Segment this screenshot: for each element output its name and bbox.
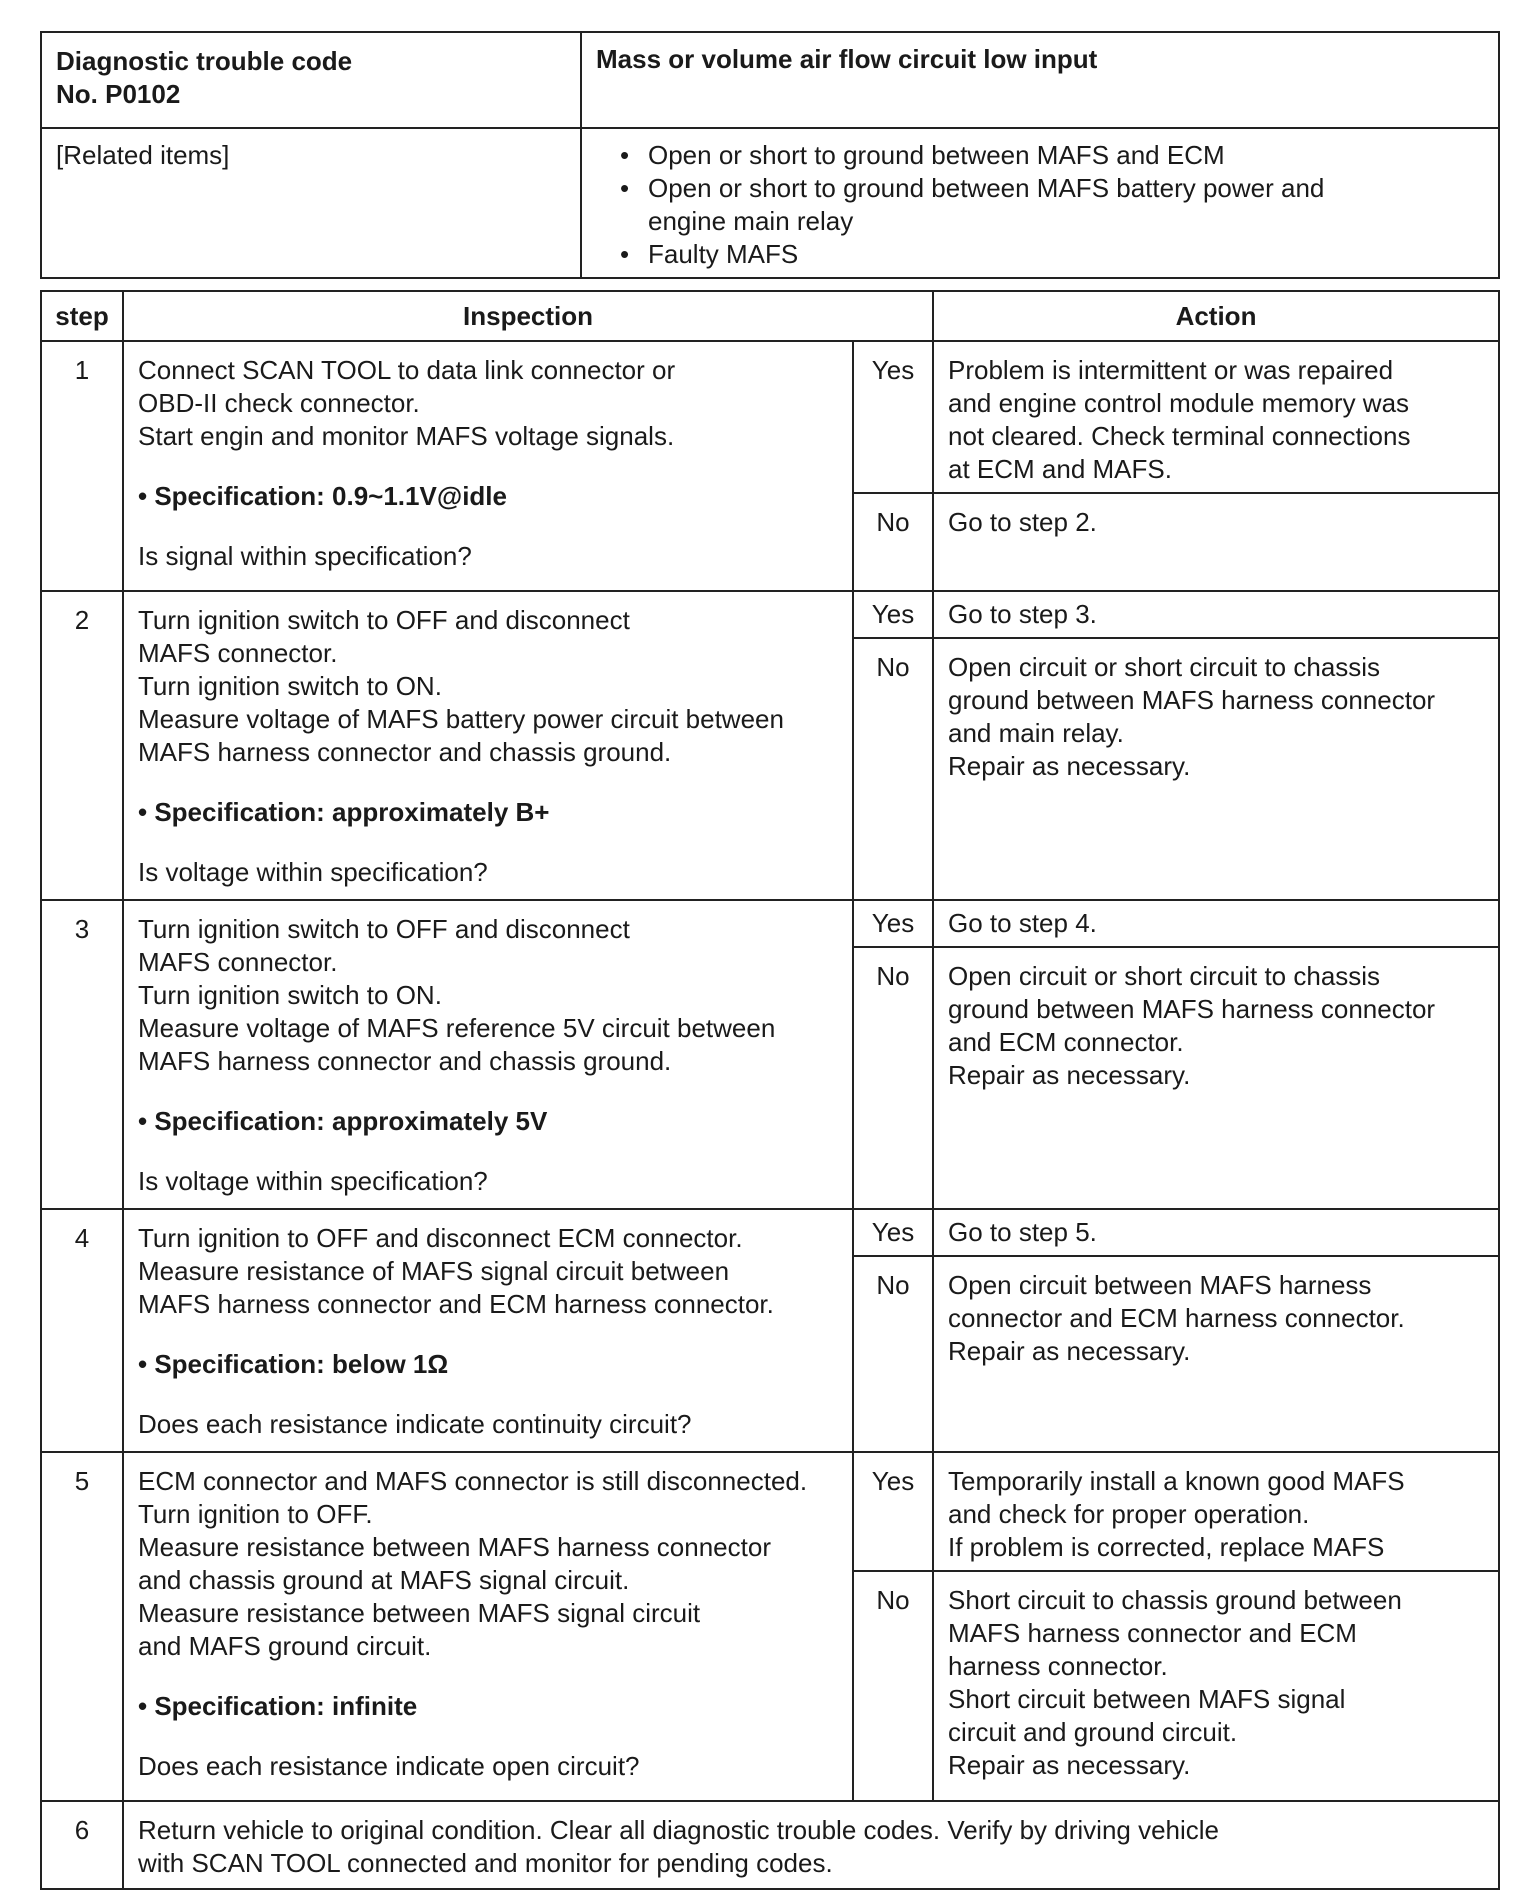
col-header-inspection: Inspection: [123, 291, 933, 341]
specification: • Specification: approximately B+: [138, 797, 550, 827]
step-number: 1: [41, 341, 123, 591]
action-line: Problem is intermittent or was repaired: [948, 355, 1394, 385]
inspection-line: ECM connector and MAFS connector is still disconnected.: [138, 1466, 808, 1496]
instruction-line: Return vehicle to original condition. Clear all diagnostic trouble codes. Verify by driving vehicle: [138, 1815, 1220, 1845]
action-line: Open circuit or short circuit to chassis: [948, 652, 1381, 682]
specification: • Specification: 0.9~1.1V@idle: [138, 481, 507, 511]
related-items-list: [616, 139, 1484, 271]
inspection-line: MAFS harness connector and ECM harness connector.: [138, 1289, 774, 1319]
inspection-line: Turn ignition switch to OFF and disconnect: [138, 605, 630, 635]
inspection-line: Measure resistance between MAFS harness connector: [138, 1532, 771, 1562]
step-6-instructions: [123, 1801, 1499, 1889]
no-action: [933, 947, 1499, 1209]
inspection-question: Does each resistance indicate continuity circuit?: [138, 1409, 692, 1439]
inspection-line: Measure resistance between MAFS signal circuit: [138, 1598, 701, 1628]
yes-label: Yes: [853, 1209, 933, 1256]
action-line: and ECM connector.: [948, 1027, 1184, 1057]
inspection-question: Is voltage within specification?: [138, 857, 488, 887]
step-inspection: [123, 1452, 853, 1801]
related-item: • Open or short to ground between MAFS and ECM: [616, 139, 1484, 172]
step-inspection: [123, 1209, 853, 1452]
yes-label: Yes: [853, 591, 933, 638]
action-line: If problem is corrected, replace MAFS: [948, 1532, 1385, 1562]
related-item: • Faulty MAFS: [616, 238, 1484, 271]
action-line: connector and ECM harness connector.: [948, 1303, 1405, 1333]
no-action: [933, 1571, 1499, 1801]
step-number: 5: [41, 1452, 123, 1801]
inspection-line: and chassis ground at MAFS signal circuit.: [138, 1565, 630, 1595]
dtc-title: Mass or volume air flow circuit low input: [581, 32, 1499, 128]
action-line: MAFS harness connector and ECM: [948, 1618, 1357, 1648]
no-action: [933, 493, 1499, 591]
inspection-question: Does each resistance indicate open circuit?: [138, 1751, 640, 1781]
yes-label: Yes: [853, 900, 933, 947]
step-number: 3: [41, 900, 123, 1209]
inspection-line: Turn ignition switch to ON.: [138, 671, 442, 701]
yes-label: Yes: [853, 341, 933, 493]
action-line: harness connector.: [948, 1651, 1168, 1681]
yes-action: [933, 1209, 1499, 1256]
no-label: No: [853, 638, 933, 900]
action-line: ground between MAFS harness connector: [948, 685, 1436, 715]
action-line: Open circuit or short circuit to chassis: [948, 961, 1381, 991]
no-label: No: [853, 947, 933, 1209]
dtc-code-label: Diagnostic trouble code: [56, 46, 353, 76]
step-number: 4: [41, 1209, 123, 1452]
inspection-line: MAFS connector.: [138, 947, 338, 977]
action-line: Repair as necessary.: [948, 751, 1191, 781]
no-label: No: [853, 493, 933, 591]
action-line: and engine control module memory was: [948, 388, 1410, 418]
inspection-line: Turn ignition switch to ON.: [138, 980, 442, 1010]
inspection-line: MAFS harness connector and chassis ground.: [138, 1046, 672, 1076]
step-inspection: [123, 900, 853, 1209]
yes-action: [933, 591, 1499, 638]
yes-label: Yes: [853, 1452, 933, 1571]
inspection-line: Turn ignition to OFF.: [138, 1499, 373, 1529]
action-line: Short circuit to chassis ground between: [948, 1585, 1402, 1615]
inspection-line: Start engin and monitor MAFS voltage signals.: [138, 421, 675, 451]
yes-action: [933, 341, 1499, 493]
col-header-step: step: [41, 291, 123, 341]
no-action: [933, 638, 1499, 900]
action-line: Go to step 5.: [948, 1217, 1097, 1247]
inspection-line: Measure resistance of MAFS signal circuit between: [138, 1256, 730, 1286]
inspection-line: Measure voltage of MAFS reference 5V circuit between: [138, 1013, 776, 1043]
action-line: Repair as necessary.: [948, 1336, 1191, 1366]
inspection-line: OBD-II check connector.: [138, 388, 420, 418]
action-line: Go to step 2.: [948, 507, 1097, 537]
inspection-line: Connect SCAN TOOL to data link connector or: [138, 355, 676, 385]
step-inspection: [123, 591, 853, 900]
action-line: Short circuit between MAFS signal: [948, 1684, 1346, 1714]
step-inspection: [123, 341, 853, 591]
action-line: circuit and ground circuit.: [948, 1717, 1238, 1747]
inspection-question: Is voltage within specification?: [138, 1166, 488, 1196]
action-line: and check for proper operation.: [948, 1499, 1310, 1529]
col-header-action: Action: [933, 291, 1499, 341]
step-number: 6: [41, 1801, 123, 1889]
yes-action: [933, 1452, 1499, 1571]
related-items-cell: [581, 128, 1499, 278]
action-line: ground between MAFS harness connector: [948, 994, 1436, 1024]
action-line: Open circuit between MAFS harness: [948, 1270, 1372, 1300]
inspection-question: Is signal within specification?: [138, 541, 472, 571]
action-line: and main relay.: [948, 718, 1124, 748]
action-line: Go to step 3.: [948, 599, 1097, 629]
yes-action: [933, 900, 1499, 947]
action-line: Repair as necessary.: [948, 1750, 1191, 1780]
action-line: Temporarily install a known good MAFS: [948, 1466, 1405, 1496]
action-line: not cleared. Check terminal connections: [948, 421, 1411, 451]
no-action: [933, 1256, 1499, 1452]
inspection-line: MAFS connector.: [138, 638, 338, 668]
instruction-line: with SCAN TOOL connected and monitor for pending codes.: [138, 1848, 833, 1878]
inspection-line: MAFS harness connector and chassis ground.: [138, 737, 672, 767]
inspection-line: Turn ignition to OFF and disconnect ECM connector.: [138, 1223, 743, 1253]
related-item: • Open or short to ground between MAFS battery power and engine main relay: [616, 172, 1368, 238]
inspection-line: Measure voltage of MAFS battery power circuit between: [138, 704, 784, 734]
procedure-table: [40, 290, 1500, 1890]
dtc-code-number: No. P0102: [56, 79, 181, 109]
action-line: Repair as necessary.: [948, 1060, 1191, 1090]
specification: • Specification: infinite: [138, 1691, 418, 1721]
dtc-code-cell: [41, 32, 581, 128]
step-number: 2: [41, 591, 123, 900]
no-label: No: [853, 1256, 933, 1452]
related-items-label: [Related items]: [41, 128, 581, 278]
inspection-line: and MAFS ground circuit.: [138, 1631, 432, 1661]
no-label: No: [853, 1571, 933, 1801]
inspection-line: Turn ignition switch to OFF and disconnect: [138, 914, 630, 944]
specification: • Specification: approximately 5V: [138, 1106, 548, 1136]
action-line: Go to step 4.: [948, 908, 1097, 938]
dtc-header-table: [40, 31, 1500, 279]
specification: • Specification: below 1Ω: [138, 1349, 449, 1379]
action-line: at ECM and MAFS.: [948, 454, 1172, 484]
